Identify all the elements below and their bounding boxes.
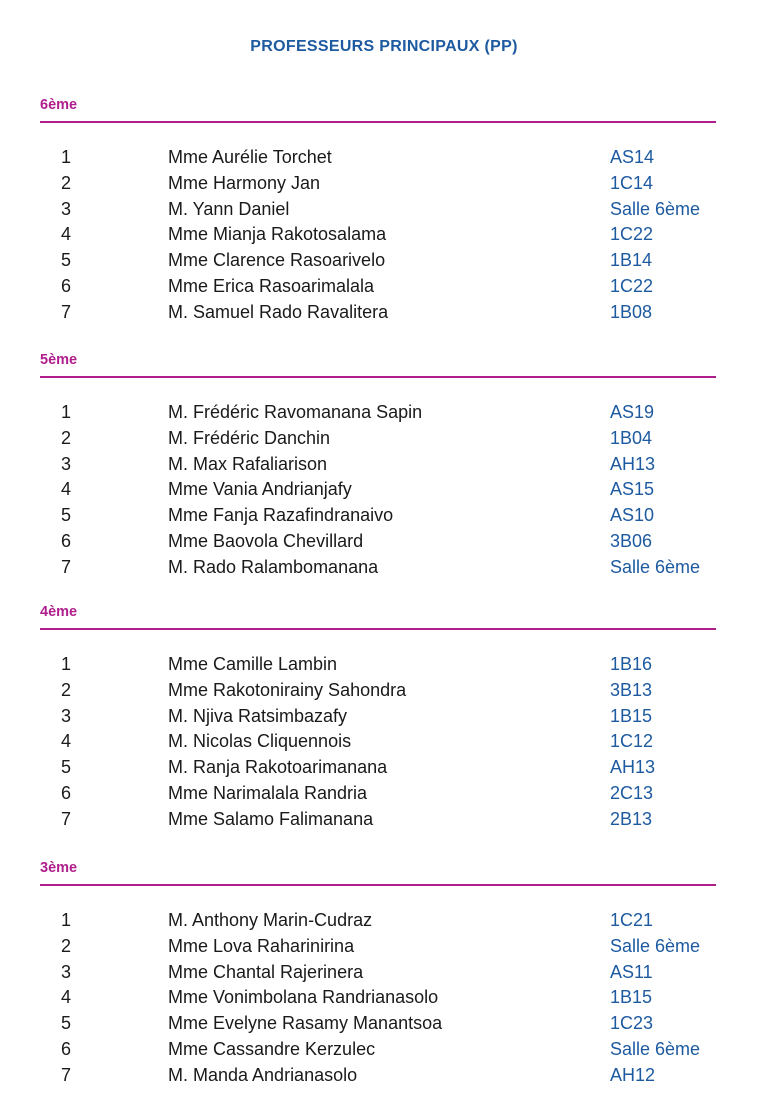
teacher-name: M. Ranja Rakotoarimanana — [168, 757, 388, 778]
row-number: 2 — [61, 935, 72, 956]
list-item — [40, 198, 716, 224]
row-number: 1 — [61, 147, 72, 167]
room-code: 1C22 — [610, 224, 654, 245]
teacher-name: Mme Lova Raharinirina — [168, 935, 355, 956]
section-divider — [40, 628, 716, 630]
teacher-name: M. Yann Daniel — [168, 198, 290, 219]
page-title: PROFESSEURS PRINCIPAUX (PP) — [250, 38, 518, 55]
room-code: AH13 — [610, 757, 656, 778]
room-code: AS10 — [610, 505, 655, 526]
row-number: 5 — [61, 250, 72, 271]
teacher-name: Mme Vonimbolana Randrianasolo — [168, 987, 439, 1008]
list-item — [40, 223, 716, 249]
room-code: 2C13 — [610, 782, 654, 803]
teacher-name: M. Frédéric Danchin — [168, 427, 331, 448]
room-code: AS11 — [610, 961, 653, 982]
room-code: Salle 6ème — [610, 1038, 701, 1059]
room-code: 1B15 — [610, 987, 653, 1008]
row-number: 4 — [61, 987, 72, 1008]
list-item — [40, 401, 716, 427]
section-divider — [40, 376, 716, 378]
list-item — [40, 478, 716, 504]
list-item — [40, 1038, 716, 1064]
teacher-name: Mme Narimalala Randria — [168, 782, 368, 803]
list-item — [40, 961, 716, 987]
teacher-name: Mme Baovola Chevillard — [168, 530, 364, 551]
row-number: 7 — [61, 301, 72, 322]
room-code: AS14 — [610, 147, 655, 167]
room-code: 1C12 — [610, 731, 654, 752]
list-item — [40, 504, 716, 530]
section-heading: 3ème — [40, 860, 78, 876]
row-number: 7 — [61, 1064, 72, 1085]
section-heading: 5ème — [40, 352, 78, 368]
room-code: Salle 6ème — [610, 556, 701, 577]
room-code: 1B14 — [610, 250, 653, 271]
teacher-name: Mme Harmony Jan — [168, 172, 321, 193]
teacher-list — [40, 401, 716, 582]
teacher-name: Mme Chantal Rajerinera — [168, 961, 364, 982]
teacher-name: M. Njiva Ratsimbazafy — [168, 705, 348, 726]
room-code: 1B15 — [610, 705, 653, 726]
teacher-name: Mme Cassandre Kerzulec — [168, 1038, 376, 1059]
room-code: 3B13 — [610, 679, 653, 700]
list-item — [40, 453, 716, 479]
row-number: 7 — [61, 556, 72, 577]
teacher-name: M. Rado Ralambomanana — [168, 556, 379, 577]
list-item — [40, 935, 716, 961]
teacher-name: Mme Vania Andrianjafy — [168, 479, 352, 500]
teacher-name: Mme Camille Lambin — [168, 654, 338, 674]
row-number: 5 — [61, 505, 72, 526]
row-number: 2 — [61, 172, 72, 193]
row-number: 2 — [61, 427, 72, 448]
section-3eme — [40, 859, 716, 1090]
row-number: 6 — [61, 782, 72, 803]
section-divider — [40, 884, 716, 886]
teacher-name: Mme Aurélie Torchet — [168, 147, 332, 167]
row-number: 2 — [61, 679, 72, 700]
list-item — [40, 705, 716, 731]
teacher-list — [40, 653, 716, 834]
row-number: 4 — [61, 479, 72, 500]
row-number: 4 — [61, 224, 72, 245]
room-code: 1C21 — [610, 910, 654, 930]
section-heading: 4ème — [40, 604, 78, 620]
list-item — [40, 679, 716, 705]
list-item — [40, 986, 716, 1012]
teacher-name: Mme Fanja Razafindranaivo — [168, 505, 394, 526]
list-item — [40, 730, 716, 756]
row-number: 7 — [61, 808, 72, 829]
teacher-name: M. Anthony Marin-Cudraz — [168, 910, 373, 930]
section-heading: 6ème — [40, 97, 78, 113]
list-item — [40, 556, 716, 582]
list-item — [40, 782, 716, 808]
row-number: 3 — [61, 961, 72, 982]
room-code: 1C23 — [610, 1013, 654, 1034]
list-item — [40, 1064, 716, 1090]
row-number: 3 — [61, 453, 72, 474]
list-item — [40, 172, 716, 198]
teacher-name: Mme Evelyne Rasamy Manantsoa — [168, 1013, 443, 1034]
row-number: 1 — [61, 402, 72, 422]
teacher-name: M. Samuel Rado Ravalitera — [168, 301, 389, 322]
list-item — [40, 249, 716, 275]
row-number: 3 — [61, 705, 72, 726]
row-number: 6 — [61, 1038, 72, 1059]
teacher-name: Mme Rakotonirainy Sahondra — [168, 679, 407, 700]
row-number: 1 — [61, 654, 72, 674]
room-code: AS15 — [610, 479, 655, 500]
teacher-name: M. Nicolas Cliquennois — [168, 731, 352, 752]
room-code: 1B16 — [610, 654, 653, 674]
list-item — [40, 756, 716, 782]
row-number: 4 — [61, 731, 72, 752]
section-divider — [40, 121, 716, 123]
teacher-name: Mme Mianja Rakotosalama — [168, 224, 387, 245]
room-code: 1B04 — [610, 427, 653, 448]
row-number: 5 — [61, 1013, 72, 1034]
list-item — [40, 653, 716, 679]
teacher-name: M. Manda Andrianasolo — [168, 1064, 358, 1085]
list-item — [40, 146, 716, 172]
teacher-name: Mme Erica Rasoarimalala — [168, 275, 375, 296]
teacher-name: Mme Salamo Falimanana — [168, 808, 374, 829]
room-code: AH13 — [610, 453, 656, 474]
room-code: Salle 6ème — [610, 935, 701, 956]
list-item — [40, 1012, 716, 1038]
section-4eme — [40, 603, 716, 834]
row-number: 5 — [61, 757, 72, 778]
room-code: AH12 — [610, 1064, 656, 1085]
list-item — [40, 530, 716, 556]
teacher-list — [40, 909, 716, 1090]
teacher-name: M. Frédéric Ravomanana Sapin — [168, 402, 423, 422]
teacher-list — [40, 146, 716, 327]
room-code: 3B06 — [610, 530, 653, 551]
list-item — [40, 301, 716, 327]
row-number: 1 — [61, 910, 72, 930]
row-number: 6 — [61, 530, 72, 551]
list-item — [40, 909, 716, 935]
room-code: AS19 — [610, 402, 655, 422]
room-code: 1B08 — [610, 301, 653, 322]
row-number: 3 — [61, 198, 72, 219]
section-6eme — [40, 96, 716, 327]
list-item — [40, 275, 716, 301]
teacher-name: Mme Clarence Rasoarivelo — [168, 250, 386, 271]
section-5eme — [40, 351, 716, 582]
list-item — [40, 808, 716, 834]
room-code: 2B13 — [610, 808, 653, 829]
room-code: 1C14 — [610, 172, 654, 193]
room-code: Salle 6ème — [610, 198, 701, 219]
room-code: 1C22 — [610, 275, 654, 296]
row-number: 6 — [61, 275, 72, 296]
teacher-name: M. Max Rafaliarison — [168, 453, 328, 474]
list-item — [40, 427, 716, 453]
